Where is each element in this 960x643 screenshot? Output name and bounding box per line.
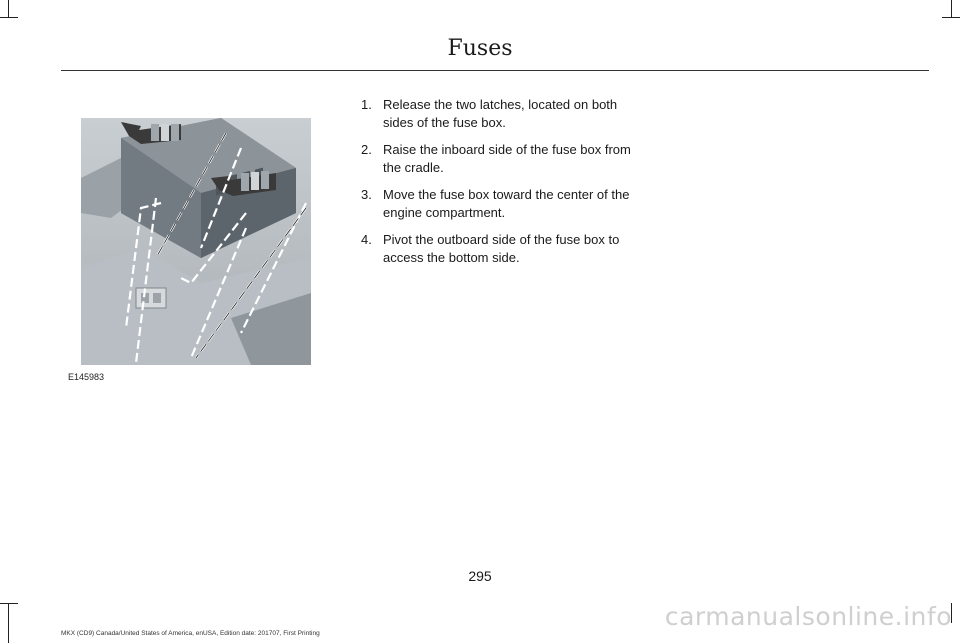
list-item (361, 141, 641, 177)
crop-mark-top-left-v (8, 0, 9, 18)
step-text: Move the fuse box toward the center of the engine compartment. (383, 187, 630, 220)
page-title: Fuses (447, 36, 513, 61)
watermark: carmanualsonline.info (664, 602, 952, 631)
step-text: Pivot the outboard side of the fuse box to access the bottom side. (383, 232, 620, 265)
step-number: 4. (361, 232, 372, 247)
list-item (361, 186, 641, 222)
page-number: 295 (468, 568, 492, 584)
crop-mark-bottom-left-v (8, 603, 9, 643)
procedure-steps (361, 96, 641, 276)
footer-edition-text: MKX (CD9) Canada/United States of America, enUSA, Edition date: 201707, First Printing (61, 630, 320, 637)
step-number: 1. (361, 97, 372, 112)
list-item (361, 231, 641, 267)
step-number: 3. (361, 187, 372, 202)
header-divider (61, 70, 929, 71)
crop-mark-top-right-v (951, 0, 952, 18)
crop-mark-top-right-h (942, 17, 960, 18)
crop-mark-bottom-left-h (0, 603, 18, 604)
crop-mark-top-left-h (0, 17, 18, 18)
list-item (361, 96, 641, 132)
step-text: Raise the inboard side of the fuse box from the cradle. (383, 142, 631, 175)
figure-id-label: E145983 (68, 372, 105, 382)
step-text: Release the two latches, located on both sides of the fuse box. (383, 97, 618, 130)
fuse-box-illustration (81, 118, 311, 365)
step-number: 2. (361, 142, 372, 157)
